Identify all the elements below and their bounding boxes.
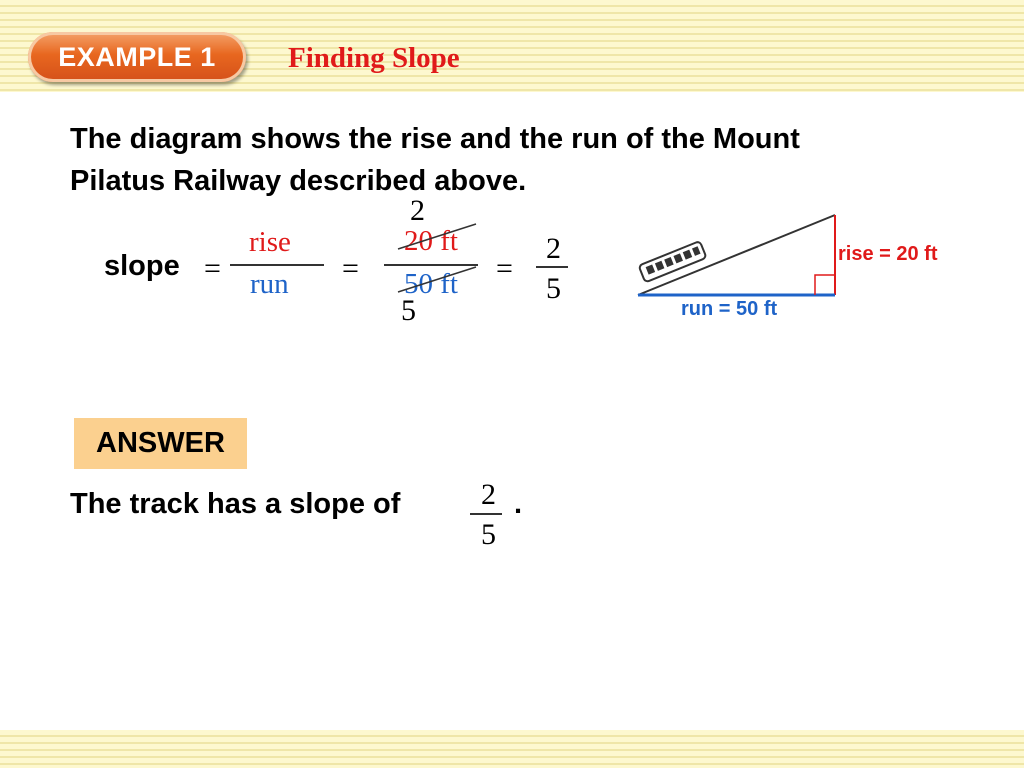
cancel-stroke-numerator: [398, 224, 476, 249]
fraction-bar-3: [536, 266, 568, 268]
rise-label: rise = 20 ft: [838, 243, 938, 265]
answer-label: ANSWER: [74, 418, 247, 469]
footer-band: [0, 730, 1024, 768]
slope-label: slope: [104, 250, 180, 282]
right-angle-marker: [815, 275, 835, 295]
intro-line-1: The diagram shows the rise and the run of the Mount: [70, 123, 800, 155]
run-label: run = 50 ft: [681, 298, 778, 320]
feet-numerator: 20 ft: [404, 225, 458, 257]
cancel-stroke-denominator: [398, 267, 476, 292]
example-badge: EXAMPLE 1: [28, 32, 246, 82]
result-denominator: 5: [546, 272, 561, 305]
intro-line-2: Pilatus Railway described above.: [70, 165, 527, 197]
reduced-denominator: 5: [401, 294, 416, 327]
equals-sign-3: =: [496, 252, 513, 285]
train-car-icon: [639, 241, 707, 282]
answer-denominator: 5: [481, 518, 496, 551]
reduced-numerator: 2: [410, 194, 425, 227]
equals-sign-1: =: [204, 252, 221, 285]
run-denominator: run: [250, 268, 289, 300]
feet-denominator: 50 ft: [404, 268, 458, 300]
answer-numerator: 2: [481, 478, 496, 511]
answer-period: .: [514, 488, 523, 520]
result-numerator: 2: [546, 232, 561, 265]
answer-fraction-bar: [470, 513, 502, 515]
slide-title: Finding Slope: [288, 42, 460, 74]
equals-sign-2: =: [342, 252, 359, 285]
rise-numerator: rise: [249, 226, 291, 258]
answer-sentence: The track has a slope of: [70, 488, 401, 520]
